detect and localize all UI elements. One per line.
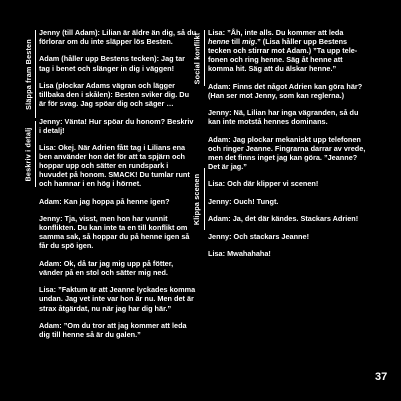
dialogue-line: Lisa (plockar Adams vägran och lägger tillbaka den i skålen): Besten sviker dig. Du är för svag. Jag spöar dig och säger … bbox=[39, 80, 190, 109]
page-number: 37 bbox=[375, 371, 388, 383]
dialogue-line: Adam: ”Om du tror att jag kommer att leda dig till henne så är du galen.” bbox=[39, 320, 187, 340]
left-column bbox=[39, 28, 197, 347]
dialogue-line: Jenny (till Adam): Lilian är äldre än dig, så du förlorar om du inte släpper lös Besten. bbox=[39, 28, 197, 47]
dialogue-line: Lisa: ”Faktum är att Jeanne lyckades komma undan. Jag vet inte var hon är nu. Men det är strax åtgärdat, nu när jag har dig här.” bbox=[39, 285, 196, 313]
dialogue-line: Jenny: Och stackars Jeanne! bbox=[208, 231, 309, 241]
dialogue-line: Lisa: Okej. När Adrien fått tag i Lilians ena ben använder hon det för att ta spjärn och hoppar upp och sätter en rundspark i huvudet på honom. SMACK! Du tumlar runt och hamnar i en hög i hörnet. bbox=[39, 143, 190, 189]
section-rule bbox=[204, 30, 205, 86]
dialogue-line: Lisa: Och där klipper vi scenen! bbox=[208, 179, 319, 189]
section-label-slappa-fram-besten: Släppa fram Besten bbox=[23, 38, 33, 110]
dialogue-line: Adam: Ja, det där kändes. Stackars Adrien! bbox=[208, 214, 359, 224]
dialogue-line: Jenny: Ouch! Tungt. bbox=[208, 196, 279, 206]
section-rule bbox=[35, 121, 36, 187]
section-rule bbox=[35, 30, 36, 118]
dialogue-line: Jenny: Tja, visst, men hon har vunnit konflikten. Du kan inte ta en till konflikt om samma sak, så hoppar du på henne igen så får du spö igen. bbox=[39, 214, 190, 251]
section-label-klippa-scenen: Klippa scenen bbox=[192, 173, 202, 225]
dialogue-line: Lisa: Mwahahaha! bbox=[208, 248, 271, 258]
dialogue-line: Adam (håller upp Bestens tecken): Jag tar tag i benet och slänger in dig i väggen! bbox=[39, 54, 185, 73]
dialogue-line: Adam: Finns det något Adrien kan göra här? (Han ser mot Jenny, som kan reglerna.) bbox=[208, 81, 363, 100]
dialogue-line: Jenny: Vänta! Hur spöar du honom? Beskriv i detalj! bbox=[39, 116, 194, 135]
right-column bbox=[208, 28, 366, 266]
dialogue-line: Jenny: Nä, Lilian har inga vägranden, så du kan inte motstå hennes dominans. bbox=[208, 108, 359, 127]
dialogue-line: Adam: Ok, då tar jag mig upp på fötter, vänder på en stol och sätter mig ned. bbox=[39, 258, 174, 277]
dialogue-line: Adam: Jag plockar mekaniskt upp telefonen och ringer Jeanne. Fingrarna darrar av vrede, men det finns inget jag kan göra. ”Jeanne? Det är jag.” bbox=[208, 134, 366, 172]
section-label-beskriv-i-detalj: Beskriv i detalj bbox=[23, 127, 33, 181]
dialogue-line: Lisa: ”Åh, inte alls. Du kommer att leda henne till mig.” (Lisa håller upp Bestens tecken och stirrar mot Adam.) ”Ta upp telefonen och ring henne. Säg åt henne att komma hit. Säg att du älskar henne.” bbox=[208, 28, 358, 74]
dialogue-line: Adam: Kan jag hoppa på henne igen? bbox=[39, 196, 170, 206]
section-rule bbox=[204, 168, 205, 230]
section-label-social-konflikt: Social konflikt bbox=[192, 32, 202, 84]
